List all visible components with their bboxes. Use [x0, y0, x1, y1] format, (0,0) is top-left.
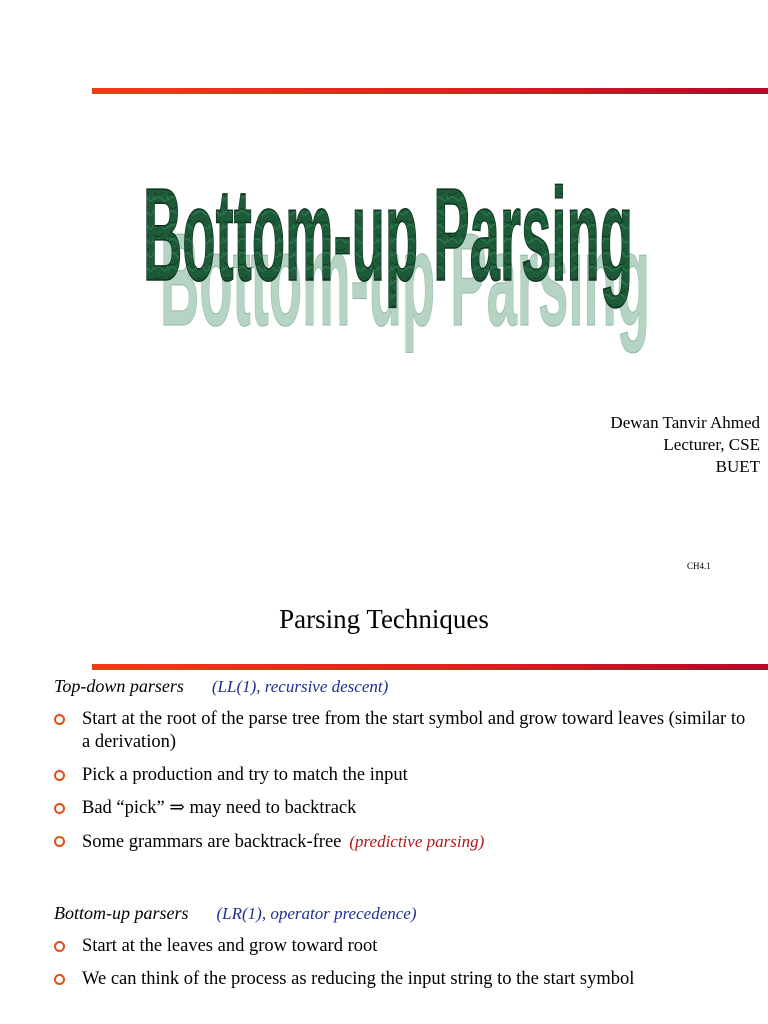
list-item: Some grammars are backtrack-free (predictive parsing) [54, 830, 754, 854]
wordart-shadow: Bottom-up Parsing [160, 206, 650, 353]
bullet-icon [54, 836, 65, 847]
bullet-icon [54, 974, 65, 985]
slide-2 [0, 590, 768, 1024]
wordart-title [0, 120, 768, 360]
author-name: Dewan Tanvir Ahmed [610, 413, 760, 432]
top-down-note: (LL(1), recursive descent) [211, 677, 389, 696]
list-item: Pick a production and try to match the input [54, 764, 754, 787]
list-item: Start at the leaves and grow toward root [54, 935, 754, 958]
title-rule [92, 664, 768, 670]
slide-number: CH4.1 [687, 561, 711, 571]
bullet-icon [54, 803, 65, 814]
bottom-up-label: Bottom-up parsers [54, 903, 189, 923]
top-down-list [54, 708, 754, 864]
top-down-heading [54, 676, 388, 697]
list-item: Start at the root of the parse tree from the start symbol and grow toward leaves (similar to a derivation) [54, 708, 754, 754]
bullet-icon [54, 714, 65, 725]
wordart-main: Bottom-up Parsing [143, 161, 633, 308]
author-org: BUET [715, 457, 760, 476]
predictive-parsing-note: (predictive parsing) [349, 832, 485, 851]
author-block [610, 412, 760, 478]
slide-2-title: Parsing Techniques [279, 604, 489, 634]
author-role: Lecturer, CSE [663, 435, 760, 454]
list-item: We can think of the process as reducing the input string to the start symbol [54, 968, 754, 991]
bottom-up-list [54, 935, 754, 1001]
bottom-up-heading [54, 903, 417, 924]
top-rule [92, 88, 768, 94]
list-item: Bad “pick” ⇒ may need to backtrack [54, 797, 754, 820]
bullet-icon [54, 941, 65, 952]
top-down-label: Top-down parsers [54, 676, 184, 696]
bottom-up-note: (LR(1), operator precedence) [216, 904, 417, 923]
bullet-icon [54, 770, 65, 781]
